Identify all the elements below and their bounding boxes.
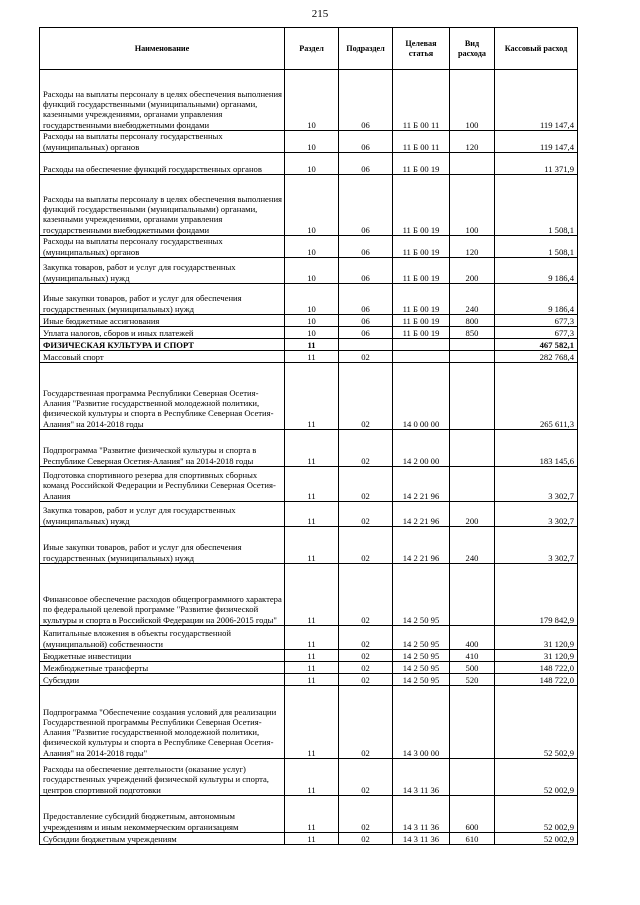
- row-target-article-cell: [393, 351, 450, 363]
- row-subsection-cell: 02: [339, 564, 393, 626]
- row-amount-cell: 282 768,4: [495, 351, 578, 363]
- row-expense-type-cell: [450, 339, 495, 351]
- row-subsection-cell: 02: [339, 796, 393, 833]
- row-subsection-cell: 06: [339, 70, 393, 131]
- table-header-row: [40, 28, 578, 70]
- row-subsection-cell: 02: [339, 351, 393, 363]
- row-amount-cell: 265 611,3: [495, 363, 578, 430]
- column-header: Подраздел: [339, 28, 393, 70]
- row-expense-type-cell: 100: [450, 175, 495, 236]
- row-expense-type-cell: 240: [450, 284, 495, 315]
- row-amount-cell: 148 722,0: [495, 662, 578, 674]
- row-expense-type-cell: 500: [450, 662, 495, 674]
- column-header: Вид расхода: [450, 28, 495, 70]
- row-expense-type-cell: 100: [450, 70, 495, 131]
- row-expense-type-cell: 200: [450, 258, 495, 284]
- row-target-article-cell: 14 2 50 95: [393, 626, 450, 650]
- row-name-cell: Расходы на обеспечение деятельности (оказание услуг) государственных учреждений физической культуры и спорта, центров спортивной подготовки: [40, 759, 285, 796]
- table-row: [40, 153, 578, 175]
- row-subsection-cell: 02: [339, 363, 393, 430]
- row-name-cell: Субсидии: [40, 674, 285, 686]
- row-target-article-cell: 11 Б 00 19: [393, 153, 450, 175]
- row-target-article-cell: 14 2 50 95: [393, 650, 450, 662]
- row-section-cell: 11: [285, 430, 339, 467]
- row-name-cell: Межбюджетные трансферты: [40, 662, 285, 674]
- row-target-article-cell: 14 3 11 36: [393, 759, 450, 796]
- row-amount-cell: 9 186,4: [495, 258, 578, 284]
- row-expense-type-cell: 200: [450, 502, 495, 527]
- row-target-article-cell: 11 Б 00 19: [393, 236, 450, 258]
- column-header: Наименование: [40, 28, 285, 70]
- row-section-cell: 11: [285, 339, 339, 351]
- row-amount-cell: 9 186,4: [495, 284, 578, 315]
- row-amount-cell: 52 502,9: [495, 686, 578, 759]
- row-subsection-cell: 06: [339, 284, 393, 315]
- row-section-cell: 11: [285, 674, 339, 686]
- row-target-article-cell: 11 Б 00 19: [393, 258, 450, 284]
- table-row: [40, 759, 578, 796]
- row-expense-type-cell: 610: [450, 833, 495, 845]
- row-expense-type-cell: [450, 363, 495, 430]
- row-amount-cell: 1 508,1: [495, 236, 578, 258]
- row-target-article-cell: 14 2 00 00: [393, 430, 450, 467]
- row-name-cell: Подготовка спортивного резерва для спортивных сборных команд Российской Федерации и Республики Северная Осетия-Алания: [40, 467, 285, 502]
- row-amount-cell: 52 002,9: [495, 759, 578, 796]
- row-name-cell: ФИЗИЧЕСКАЯ КУЛЬТУРА И СПОРТ: [40, 339, 285, 351]
- row-target-article-cell: 14 3 00 00: [393, 686, 450, 759]
- row-section-cell: 11: [285, 686, 339, 759]
- row-amount-cell: 183 145,6: [495, 430, 578, 467]
- row-amount-cell: 31 120,9: [495, 626, 578, 650]
- row-section-cell: 10: [285, 284, 339, 315]
- row-target-article-cell: 14 3 11 36: [393, 833, 450, 845]
- row-target-article-cell: 14 2 21 96: [393, 527, 450, 564]
- row-expense-type-cell: [450, 564, 495, 626]
- row-name-cell: Расходы на обеспечение функций государственных органов: [40, 153, 285, 175]
- row-name-cell: Массовый спорт: [40, 351, 285, 363]
- table-row: [40, 662, 578, 674]
- row-subsection-cell: 02: [339, 759, 393, 796]
- row-section-cell: 10: [285, 315, 339, 327]
- table-body: [40, 70, 578, 845]
- row-subsection-cell: 02: [339, 650, 393, 662]
- row-subsection-cell: 02: [339, 626, 393, 650]
- row-amount-cell: 148 722,0: [495, 674, 578, 686]
- row-target-article-cell: 14 0 00 00: [393, 363, 450, 430]
- row-target-article-cell: 11 Б 00 11: [393, 70, 450, 131]
- row-expense-type-cell: 600: [450, 796, 495, 833]
- row-amount-cell: 11 371,9: [495, 153, 578, 175]
- row-subsection-cell: 02: [339, 527, 393, 564]
- table-row: [40, 796, 578, 833]
- row-name-cell: Субсидии бюджетным учреждениям: [40, 833, 285, 845]
- row-expense-type-cell: [450, 430, 495, 467]
- row-name-cell: Подпрограмма "Обеспечение создания условий для реализации Государственной программы Республики Северная Осетия-Алания "Развитие государственной молодежной политики, физической культуры и спорта в Республике Северная Осетия-Алания" на 2014-2018 годы": [40, 686, 285, 759]
- table-row: [40, 351, 578, 363]
- row-section-cell: 10: [285, 70, 339, 131]
- table-row: [40, 833, 578, 845]
- row-expense-type-cell: [450, 467, 495, 502]
- table-row: [40, 650, 578, 662]
- row-name-cell: Расходы на выплаты персоналу государственных (муниципальных) органов: [40, 131, 285, 153]
- row-subsection-cell: 06: [339, 153, 393, 175]
- row-expense-type-cell: [450, 351, 495, 363]
- column-header: Целевая статья: [393, 28, 450, 70]
- row-expense-type-cell: [450, 759, 495, 796]
- row-name-cell: Иные закупки товаров, работ и услуг для обеспечения государственных (муниципальных) нужд: [40, 284, 285, 315]
- table-row: [40, 467, 578, 502]
- table-row: [40, 327, 578, 339]
- row-section-cell: 11: [285, 351, 339, 363]
- row-section-cell: 11: [285, 626, 339, 650]
- row-name-cell: Уплата налогов, сборов и иных платежей: [40, 327, 285, 339]
- row-subsection-cell: 02: [339, 662, 393, 674]
- row-name-cell: Подпрограмма "Развитие физической культуры и спорта в Республике Северная Осетия-Алания" на 2014-2018 годы: [40, 430, 285, 467]
- row-section-cell: 10: [285, 131, 339, 153]
- table-row: [40, 502, 578, 527]
- row-name-cell: Расходы на выплаты персоналу в целях обеспечения выполнения функций государственными (муниципальными) органами, казенными учреждениями, органами управления государственными внебюджетными фондами: [40, 175, 285, 236]
- row-expense-type-cell: 400: [450, 626, 495, 650]
- table-row: [40, 564, 578, 626]
- table-row: [40, 258, 578, 284]
- row-section-cell: 11: [285, 564, 339, 626]
- row-amount-cell: 179 842,9: [495, 564, 578, 626]
- row-expense-type-cell: 120: [450, 131, 495, 153]
- row-target-article-cell: 14 3 11 36: [393, 796, 450, 833]
- table-row: [40, 527, 578, 564]
- row-subsection-cell: 02: [339, 502, 393, 527]
- row-name-cell: Капитальные вложения в объекты государственной (муниципальной) собственности: [40, 626, 285, 650]
- row-target-article-cell: 11 Б 00 19: [393, 327, 450, 339]
- row-section-cell: 10: [285, 153, 339, 175]
- row-target-article-cell: 14 2 21 96: [393, 467, 450, 502]
- row-subsection-cell: 02: [339, 833, 393, 845]
- table-row: [40, 339, 578, 351]
- row-expense-type-cell: 800: [450, 315, 495, 327]
- row-section-cell: 11: [285, 467, 339, 502]
- row-amount-cell: 1 508,1: [495, 175, 578, 236]
- row-name-cell: Иные закупки товаров, работ и услуг для обеспечения государственных (муниципальных) нужд: [40, 527, 285, 564]
- table-row: [40, 363, 578, 430]
- table-row: [40, 430, 578, 467]
- row-subsection-cell: 02: [339, 686, 393, 759]
- table-row: [40, 70, 578, 131]
- row-name-cell: Закупка товаров, работ и услуг для государственных (муниципальных) нужд: [40, 502, 285, 527]
- row-amount-cell: 677,3: [495, 315, 578, 327]
- row-amount-cell: 119 147,4: [495, 70, 578, 131]
- row-expense-type-cell: [450, 153, 495, 175]
- row-name-cell: Иные бюджетные ассигнования: [40, 315, 285, 327]
- row-subsection-cell: 02: [339, 430, 393, 467]
- row-subsection-cell: 02: [339, 674, 393, 686]
- row-expense-type-cell: [450, 686, 495, 759]
- row-section-cell: 11: [285, 662, 339, 674]
- expense-table: [39, 27, 578, 845]
- row-amount-cell: 3 302,7: [495, 502, 578, 527]
- table-row: [40, 315, 578, 327]
- row-amount-cell: 52 002,9: [495, 833, 578, 845]
- row-subsection-cell: 06: [339, 236, 393, 258]
- row-section-cell: 11: [285, 796, 339, 833]
- row-subsection-cell: 02: [339, 467, 393, 502]
- row-amount-cell: 52 002,9: [495, 796, 578, 833]
- row-amount-cell: 31 120,9: [495, 650, 578, 662]
- row-target-article-cell: 14 2 50 95: [393, 674, 450, 686]
- row-section-cell: 11: [285, 650, 339, 662]
- row-expense-type-cell: 120: [450, 236, 495, 258]
- row-section-cell: 10: [285, 258, 339, 284]
- row-expense-type-cell: 240: [450, 527, 495, 564]
- page-number: 215: [311, 8, 329, 20]
- row-subsection-cell: 06: [339, 327, 393, 339]
- table-row: [40, 674, 578, 686]
- row-section-cell: 11: [285, 759, 339, 796]
- row-expense-type-cell: 410: [450, 650, 495, 662]
- row-name-cell: Расходы на выплаты персоналу в целях обеспечения выполнения функций государственными (муниципальными) органами, казенными учреждениями, органами управления государственными внебюджетными фондами: [40, 70, 285, 131]
- row-section-cell: 10: [285, 236, 339, 258]
- row-subsection-cell: 06: [339, 131, 393, 153]
- column-header: Кассовый расход: [495, 28, 578, 70]
- row-target-article-cell: 14 2 50 95: [393, 662, 450, 674]
- row-name-cell: Финансовое обеспечение расходов общепрограммного характера по федеральной целевой программе "Развитие физической культуры и спорта в Российской Федерации на 2006-2015 годы": [40, 564, 285, 626]
- row-subsection-cell: 06: [339, 258, 393, 284]
- row-expense-type-cell: 850: [450, 327, 495, 339]
- row-subsection-cell: 06: [339, 315, 393, 327]
- row-amount-cell: 677,3: [495, 327, 578, 339]
- row-target-article-cell: 11 Б 00 19: [393, 284, 450, 315]
- table-row: [40, 284, 578, 315]
- row-section-cell: 11: [285, 833, 339, 845]
- row-amount-cell: 467 582,1: [495, 339, 578, 351]
- row-section-cell: 11: [285, 363, 339, 430]
- row-name-cell: Предоставление субсидий бюджетным, автономным учреждениям и иным некоммерческим организациям: [40, 796, 285, 833]
- table-row: [40, 626, 578, 650]
- row-target-article-cell: 11 Б 00 11: [393, 131, 450, 153]
- row-amount-cell: 3 302,7: [495, 467, 578, 502]
- row-target-article-cell: 11 Б 00 19: [393, 315, 450, 327]
- row-expense-type-cell: 520: [450, 674, 495, 686]
- row-section-cell: 11: [285, 527, 339, 564]
- table-row: [40, 236, 578, 258]
- row-name-cell: Закупка товаров, работ и услуг для государственных (муниципальных) нужд: [40, 258, 285, 284]
- row-section-cell: 10: [285, 327, 339, 339]
- row-amount-cell: 3 302,7: [495, 527, 578, 564]
- row-section-cell: 11: [285, 502, 339, 527]
- row-subsection-cell: 06: [339, 175, 393, 236]
- row-target-article-cell: 14 2 50 95: [393, 564, 450, 626]
- row-section-cell: 10: [285, 175, 339, 236]
- table-row: [40, 175, 578, 236]
- row-name-cell: Бюджетные инвестиции: [40, 650, 285, 662]
- row-target-article-cell: 14 2 21 96: [393, 502, 450, 527]
- column-header: Раздел: [285, 28, 339, 70]
- row-subsection-cell: [339, 339, 393, 351]
- row-name-cell: Государственная программа Республики Северная Осетия-Алания "Развитие государственной молодежной политики, физической культуры и спорта в Республике Северная Осетия-Алания" на 2014-2018 годы: [40, 363, 285, 430]
- table-row: [40, 686, 578, 759]
- table-row: [40, 131, 578, 153]
- row-amount-cell: 119 147,4: [495, 131, 578, 153]
- row-target-article-cell: 11 Б 00 19: [393, 175, 450, 236]
- row-target-article-cell: [393, 339, 450, 351]
- row-name-cell: Расходы на выплаты персоналу государственных (муниципальных) органов: [40, 236, 285, 258]
